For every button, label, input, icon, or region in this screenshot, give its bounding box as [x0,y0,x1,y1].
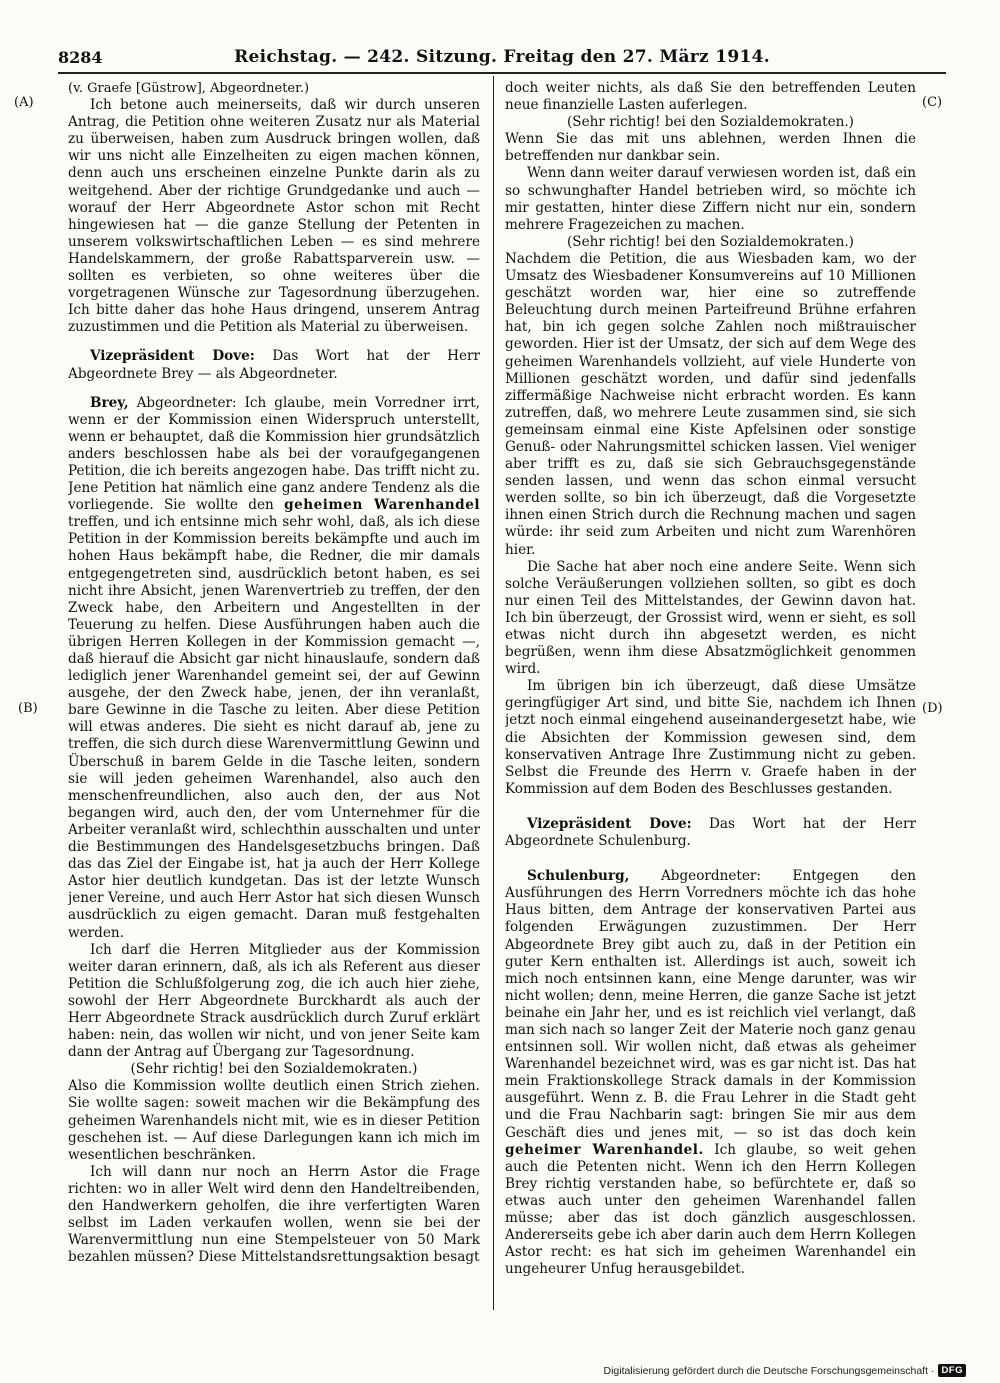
paragraph [505,816,916,850]
interjection: (Sehr richtig! bei den Sozialdemokraten.) [567,114,854,131]
interjection: (Sehr richtig! bei den Sozialdemokraten.) [130,1061,418,1078]
interjection: (Sehr richtig! bei den Sozialdemokraten.) [567,233,854,250]
margin-marker-a: (A) [14,95,34,110]
paragraph: Wenn Sie das mit uns ablehnen, werden Ihnen die betreffenden nur dankbar sein. [505,131,916,165]
paragraph: Im übrigen bin ich überzeugt, daß diese Umsätze geringfügiger Art sind, und bitte Sie, nachdem ich Ihnen jetzt noch einmal eingehend auseinandergesetzt habe, wie die Absichten der Kommission gewesen sind, dem konservativen Antrage Ihre Zustimmung nicht zu geben. Selbst die Freunde des Herrn v. Graefe haben in der Kommission auf dem Boden des Beschlusses gestanden. [505,678,916,797]
paragraph [68,348,480,382]
paragraph: Nachdem die Petition, die aus Wiesbaden kam, wo der Umsatz des Wiesbadener Konsumvereins auf 10 Millionen geschätzt worden war, hier eine so zutreffende Beleuchtung durch meinen Parteifreund Brühne erfahren hat, bin ich gegen solche Zahlen noch mißtrauischer geworden. Hier ist der Umsatz, der sich auf dem Wege des geheimen Warenhandels vollzieht, auf viele Hunderte von Millionen geschätzt worden, und dafür sind jedenfalls ziffermäßige Nachweise nicht erbracht worden. Es kann zutreffen, daß, wo mehrere Leute zusammen sind, sie sich gemeinsam einmal eine Kiste Apfelsinen oder sonstige Genuß- oder Nahrungsmittel schicken lassen. Viel weniger aber trifft es zu, daß sie sich Gebrauchsgegenstände senden lassen, und wenn das schon einmal versucht werden sollte, so bin ich überzeugt, daß die Vorgesetzte ihnen einen Strich durch die Rechnung machen und sagen würde: ihr seid zum Arbeiten und nicht zum Warenhören hier. [505,250,916,558]
margin-marker-c: (C) [922,95,943,110]
speaker-tag: (v. Graefe [Güstrow], Abgeordneter.) [68,81,310,96]
paragraph: Ich betone auch meinerseits, daß wir durch unseren Antrag, die Petition ohne weiteren Zusatz nur als Material zu überweisen, haben zum Ausdruck bringen wollen, daß wir uns nicht alle Einzelheiten zu eigen machen können, denn auch uns erscheinen einzelne Punkte darin als zu weitgehend. Aber der richtige Grundgedanke und auch — worauf der Herr Abgeordnete Astor schon mit Recht hingewiesen hat — die ganze Stellung der Petenten in unserem volkswirtschaftlichen Leben — es sind mehrere Handelskammern, der große Rabattsparverein usw. — sollten es verbieten, so ohne weiteres über die vorgetragenen Wünsche zur Tagesordnung überzugehen. Ich bitte daher das hohe Haus dringend, unserem Antrag zuzustimmen und die Petition als Material zu überweisen. [68,97,480,336]
speaker-name: Schulenburg, [527,868,630,885]
speaker-name: Vizepräsident Dove: [527,815,692,832]
paragraph [505,868,916,1278]
paragraph-text: Das Wort hat der Herr Abgeordnete Brey — als Abgeordneter. [68,348,480,382]
column-divider [493,76,494,1310]
paragraph-text: Das Wort hat der Herr Abgeordnete Schulenburg. [505,815,916,850]
paragraph: Also die Kommission wollte deutlich einen Strich ziehen. Sie wollte sagen: soweit machen wir die Bekämpfung des geheimen Warenhandels nicht mit, wie es in dieser Petition geschehen ist. — Auf diese Darlegungen kann ich mich im wesentlichen beschränken. [68,1078,480,1163]
margin-marker-d: (D) [922,701,943,716]
paragraph: Ich will dann nur noch an Herrn Astor die Frage richten: wo in aller Welt wird denn den Handeltreibenden, den Handwerkern geholfen, die ihre verfertigten Waren selbst im Laden verkaufen wollen, wenn sie bei der Warenvermittlung nun eine Stempelsteuer von 50 Mark bezahlen müssen? Diese Mittelstandsrettungsaktion besagt [68,1163,480,1266]
speaker-name: Brey, [90,394,129,411]
page-number: 8284 [58,48,103,67]
paragraph: Die Sache hat aber noch eine andere Seite. Wenn sich solche Veräußerungen vollziehen sollten, so gibt es doch nur einen Teil des Mittelstandes, der Gewinn davon hat. Ich bin überzeugt, der Grossist wird, wenn er sieht, es soll etwas nicht durch ihn abgesetzt werden, es nicht begrüßen, wenn ihm diese Absatzmöglichkeit genommen wird. [505,558,916,678]
paragraph: Ich darf die Herren Mitglieder aus der Kommission weiter daran erinnern, daß, als ich als Referent aus dieser Petition die Schlußfolgerung zog, die ich auch hier ziehe, sowohl der Herr Abgeordnete Burckhardt als auch der Herr Abgeordnete Strack ausdrücklich durch Zuruf erklärt haben: nein, das wollen wir nicht, und von jener Seite kam dann der Antrag auf Übergang zur Tagesordnung. [68,941,480,1061]
margin-marker-b: (B) [18,701,38,716]
emphasis-text: geheimer Warenhandel. [505,1141,704,1158]
paragraph-text: Abgeordneter: Ich glaube, mein Vorredner irrt, wenn er der Kommission einen Widerspruch unterstellt, wenn er behauptet, daß die Kommission hier grundsätzlich anders beschlossen habe als bei der voraufgegangenen Petition, die ich bereits angezogen habe. Das trifft nicht zu. Jene Petition hat nämlich eine ganz andere Tendenz als die vorliegende. Sie wollte den [68,394,480,514]
paragraph: Wenn dann weiter darauf verwiesen worden ist, daß ein so schwunghafter Handel betrieben wird, so möchte ich mir gestatten, hinter diese Ziffern nicht nur ein, sondern mehrere Fragezeichen zu machen. [505,165,916,233]
right-column [505,80,916,1305]
page-title: Reichstag. — 242. Sitzung. Freitag den 27. März 1914. [234,47,770,67]
page-header [58,46,946,74]
emphasis-text: geheimen Warenhandel [284,497,480,514]
paragraph-text: Abgeordneter: Entgegen den Ausführungen des Herrn Vorredners möchte ich das hohe Haus bitten, dem Antrage der konservativen Partei aus folgenden Erwägungen zuzustimmen. Der Herr Abgeordnete Brey gibt auch zu, daß in der Petition ein guter Kern enthalten ist. Allerdings ist auch, soweit ich mich noch entsinnen kann, eine Menge darunter, was wir nicht wollen; denn, meine Herren, die ganze Sache ist jetzt beinahe ein Jahr her, und es ist reichlich viel verlangt, daß man sich nach so langer Zeit der Materie noch ganz genau entsinnen soll. Wir wollen nicht, daß etwas als geheimer Warenhandel bezeichnet wird, was es gar nicht ist. Das hat mein Fraktionskollege Strack damals in der Kommission ausgeführt. Wenn z. B. die Frau Lehrer in die Stadt geht und die Frau Nachbarin sagt: bringen Sie mir aus dem Geschäft dies und jenes mit, — so ist das doch kein [505,868,916,1141]
footer [604,1364,966,1377]
paragraph-text: Ich glaube, so weit gehen auch die Petenten nicht. Wenn ich den Herrn Kollegen Brey richtig verstanden habe, so befürchtete er, daß so etwas auch unter den geheimen Warenhandel fallen müsse; aber das ist doch gänzlich ausgeschlossen. Andererseits gebe ich aber darin auch dem Herrn Kollegen Astor recht: es hat sich im geheimen Warenhandel ein ungeheurer Unfug herausgebildet. [505,1141,916,1278]
dfg-logo: DFG [938,1364,966,1377]
footer-credit: Digitalisierung gefördert durch die Deutsche Forschungsgemeinschaft · [603,1364,935,1377]
left-column [68,80,480,1305]
speaker-name: Vizepräsident Dove: [90,348,255,365]
paragraph-text: treffen, und ich entsinne mich sehr wohl, daß, als ich diese Petition in der Kommission bereits bekämpfte und auch im hohen Haus bekämpft habe, die Redner, die mir damals entgegengetreten sind, ausdrücklich betont haben, es sei nicht ihre Absicht, jenen Warenvertrieb zu treffen, der den Zweck habe, den Arbeitern und Angestellten in der Teuerung zu helfen. Diese Ausführungen haben auch die übrigen Herren Kollegen in der Kommission gemacht —, daß hierauf die Absicht gar nicht hinauslaufe, sondern daß lediglich jener Warenhandel gemeint sei, der auf Gewinn ausgehe, der den Zweck habe, jenen, der ihn veranlaßt, bare Gewinne in die Tasche zu leiten. Aber diese Petition will etwas anderes. Die sieht es nicht darauf ab, jene zu treffen, die sich durch diese Warenvermittlung Gewinn und Überschuß in barem Gelde in die Tasche leiten, sondern sie will jeden geheimen Warenhandel, also auch den menschenfreundlichen, also auch den, der aus Not begangen wird, auch den, der vom Unternehmer für die Arbeiter veranlaßt wird, schlechthin ausschalten und unter die Bestimmungen des Handelsgesetzbuchs bringen. Daß das das Ziel der Eingabe ist, hat ja auch der Herr Kollege Astor hier deutlich kundgetan. Das ist der letzte Wunsch jener Vereine, und auch Herr Astor hat sich diesen Wunsch ausdrücklich zu eigen gemacht. Daran muß festgehalten werden. [68,514,480,941]
paragraph [68,395,480,942]
paragraph: doch weiter nichts, als daß Sie den betreffenden Leuten neue finanzielle Lasten auferlegen. [505,80,916,114]
